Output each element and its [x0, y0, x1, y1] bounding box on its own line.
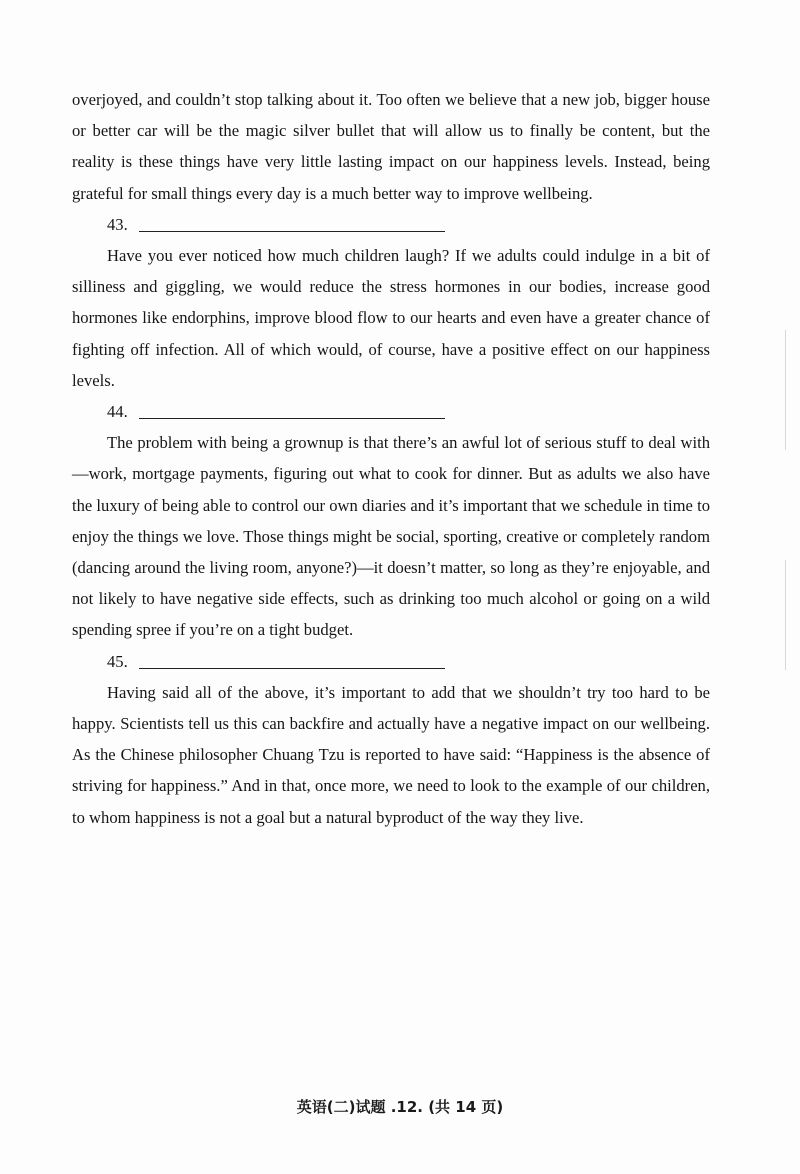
answer-blank-43[interactable]: [139, 213, 445, 232]
paragraph-continued: overjoyed, and couldn’t stop talking about it. Too often we believe that a new job, bigger house or better car will be the magic silver bullet that will allow us to finally be content, but the reality is these things have very little lasting impact on our happiness levels. Instead, being grateful for small things every day is a much better way to improve wellbeing.: [72, 90, 710, 203]
paragraph-conclusion: Having said all of the above, it’s important to add that we shouldn’t try too hard to be happy. Scientists tell us this can backfire and actually have a negative impact on our wellbeing. As the Chinese philosopher Chuang Tzu is reported to have said: “Happiness is the absence of striving for happiness.” And in that, once more, we need to look to the example of our children, to whom happiness is not a goal but a natural byproduct of the way they live.: [72, 682, 710, 827]
answer-blank-45[interactable]: [139, 650, 445, 669]
paragraph-grownup: The problem with being a grownup is that there’s an awful lot of serious stuff to deal with—work, mortgage payments, figuring out what to cook for dinner. But as adults we also have the luxury of being able to control our own diaries and it’s important that we schedule in time to enjoy the things we love. Those things might be social, sporting, creative or completely random (dancing around the living room, anyone?)—it doesn’t matter, so long as they’re enjoyable, and not likely to have negative side effects, such as drinking too much alcohol or going on a wild spending spree if you’re on a tight budget.: [72, 433, 710, 640]
answer-blank-44[interactable]: [139, 400, 445, 419]
question-number: 45.: [107, 651, 128, 671]
question-43: [72, 209, 710, 240]
question-45: [72, 646, 710, 677]
passage-content: [72, 84, 710, 833]
question-44: [72, 396, 710, 427]
scan-edge-mark: [785, 330, 786, 450]
page-footer: 英语(二)试题 .12. (共 14 页): [296, 1098, 504, 1116]
question-number: 44.: [107, 402, 128, 422]
question-number: 43.: [107, 214, 128, 234]
scan-edge-mark: [785, 560, 786, 670]
paragraph-laughter: Have you ever noticed how much children laugh? If we adults could indulge in a bit of silliness and giggling, we would reduce the stress hormones in our bodies, increase good hormones like endorphins, improve blood flow to our hearts and even have a greater chance of fighting off infection. All of which would, of course, have a positive effect on our happiness levels.: [72, 246, 710, 390]
